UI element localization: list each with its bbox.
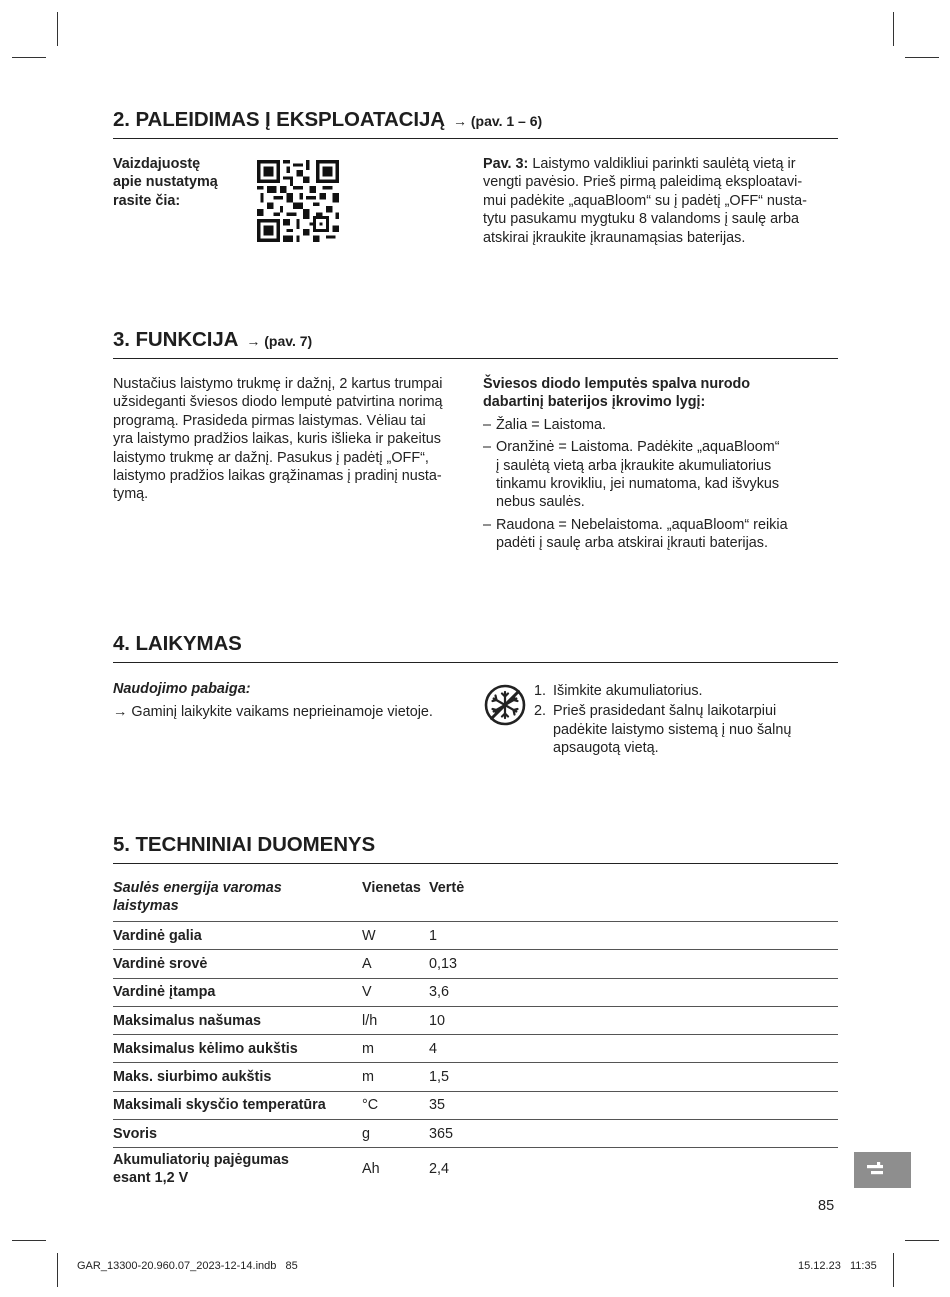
row-label-line: Akumuliatorių pajėgumas xyxy=(113,1152,289,1169)
col-header-unit: Vienetas xyxy=(362,880,421,896)
function-line: programą. Prasideda pirmas laistymas. Vėliau tai xyxy=(113,412,426,429)
section-5-title xyxy=(113,833,838,864)
storage-left xyxy=(113,680,473,722)
row-value: 35 xyxy=(429,1091,838,1119)
language-tab-icon xyxy=(854,1152,911,1188)
row-label: Maks. siurbimo aukštis xyxy=(113,1063,362,1091)
section-3-figure-ref: → (pav. 7) xyxy=(246,333,313,349)
row-value: 1 xyxy=(429,922,838,950)
crop-mark xyxy=(893,12,894,46)
function-line: laistymo trukmę ar dažnį. Pasukus į padėtį „OFF“, xyxy=(113,449,429,466)
technical-data-table xyxy=(113,876,838,1188)
function-description xyxy=(113,375,473,504)
row-unit: m xyxy=(362,1063,429,1091)
crop-mark xyxy=(12,1240,46,1241)
language-tab xyxy=(854,1152,911,1188)
row-value: 0,13 xyxy=(429,950,838,978)
section-4-heading: 4. LAIKYMAS xyxy=(113,632,242,655)
figure-3-line: atskirai įkraukite įkraunamąsias baterijas. xyxy=(483,229,746,246)
section-3-title xyxy=(113,328,838,359)
led-item-green xyxy=(483,416,843,434)
footer-file: GAR_13300-20.960.07_2023-12-14.indb 85 xyxy=(77,1260,298,1272)
led-heading-line: Šviesos diodo lemputės spalva nurodo xyxy=(483,376,751,392)
row-value: 3,6 xyxy=(429,978,838,1006)
no-frost-icon xyxy=(484,684,526,726)
step-line: apsaugotą vietą. xyxy=(553,740,659,757)
row-label: Maksimali skysčio temperatūra xyxy=(113,1091,362,1119)
row-unit: Ah xyxy=(362,1148,429,1188)
section-2-heading: 2. PALEIDIMAS Į EKSPLOATACIJĄ xyxy=(113,108,445,131)
figure-3-line: tytu pasukamu mygtuku 8 valandoms į saulę arba xyxy=(483,211,799,228)
row-label: Vardinė galia xyxy=(113,922,362,950)
function-line: tymą. xyxy=(113,486,149,503)
section-5-heading: 5. TECHNINIAI DUOMENYS xyxy=(113,833,376,856)
figure-3-line: vengti pavėsio. Prieš pirmą paleidimą eksploatavi- xyxy=(483,174,803,191)
figure-3-label: Pav. 3: xyxy=(483,156,529,172)
step-number: 1. xyxy=(534,683,547,699)
figure-3-text xyxy=(483,155,843,247)
video-hint-line: apie nustatymą xyxy=(113,174,218,191)
crop-mark xyxy=(57,12,58,46)
table-row xyxy=(113,1063,838,1091)
row-label: Vardinė srovė xyxy=(113,950,362,978)
step-line: Išimkite akumuliatorius. xyxy=(553,683,703,699)
table-row xyxy=(113,950,838,978)
storage-arrow-text: → Gaminį laikykite vaikams neprieinamoje vietoje. xyxy=(113,704,433,721)
function-line: laistymo pradžios laikas grąžinamas į pradinį nusta- xyxy=(113,468,442,485)
figure-3-line xyxy=(483,155,843,173)
table-row xyxy=(113,1120,838,1148)
led-item-line: į saulėtą vietą arba įkraukite akumuliatorius xyxy=(496,457,772,474)
storage-step-2 xyxy=(534,702,844,757)
col-header-line: Saulės energija varomas xyxy=(113,880,282,896)
row-unit: V xyxy=(362,978,429,1006)
row-label-line: esant 1,2 V xyxy=(113,1170,189,1187)
led-item-line: Oranžinė = Laistoma. Padėkite „aquaBloom“ xyxy=(496,439,780,456)
col-header-value: Vertė xyxy=(429,880,465,896)
storage-step-1 xyxy=(534,682,844,700)
qr-code-icon[interactable] xyxy=(257,159,339,243)
table-row xyxy=(113,1035,838,1063)
storage-steps xyxy=(534,682,844,760)
section-3-heading: 3. FUNKCIJA xyxy=(113,328,239,351)
footer-date: 15.12.23 11:35 xyxy=(798,1260,877,1272)
row-unit: A xyxy=(362,950,429,978)
dash-bullet: – xyxy=(483,416,492,433)
dash-bullet: – xyxy=(483,439,492,456)
video-hint-line: rasite čia: xyxy=(113,192,181,209)
row-label: Maksimalus našumas xyxy=(113,1006,362,1034)
step-number: 2. xyxy=(534,703,547,720)
table-row xyxy=(113,1148,838,1188)
dash-bullet: – xyxy=(483,516,492,533)
row-value: 4 xyxy=(429,1035,838,1063)
row-label xyxy=(113,1148,362,1188)
table-row xyxy=(113,922,838,950)
step-line: Prieš prasidedant šalnų laikotarpiui xyxy=(553,703,777,720)
step-line: padėkite laistymo sistemą į nuo šalnų xyxy=(553,721,792,738)
function-line: Nustačius laistymo trukmę ir dažnį, 2 kartus trumpai xyxy=(113,376,443,392)
section-2-figure-ref: → (pav. 1 – 6) xyxy=(452,113,543,129)
table-row xyxy=(113,1091,838,1119)
function-line: užsideganti šviesos diodo lemputė patvirtina norimą xyxy=(113,394,443,411)
row-value: 10 xyxy=(429,1006,838,1034)
led-color-info xyxy=(483,375,843,553)
function-line: yra laistymo pradžios laikas, kuris išlieka ir pakeitus xyxy=(113,431,441,448)
crop-mark xyxy=(905,57,939,58)
crop-mark xyxy=(12,57,46,58)
led-item-line: nebus saulės. xyxy=(496,494,585,511)
row-label: Maksimalus kėlimo aukštis xyxy=(113,1035,362,1063)
page-number: 85 xyxy=(818,1198,835,1214)
row-unit: l/h xyxy=(362,1006,429,1034)
table-row xyxy=(113,978,838,1006)
row-label: Vardinė įtampa xyxy=(113,978,362,1006)
row-unit: g xyxy=(362,1120,429,1148)
led-item-line: Žalia = Laistoma. xyxy=(496,416,606,433)
led-heading-line: dabartinį baterijos įkrovimo lygį: xyxy=(483,394,706,411)
video-hint-line: Vaizdajuostę xyxy=(113,156,201,172)
col-header-line: laistymas xyxy=(113,898,179,914)
row-unit: °C xyxy=(362,1091,429,1119)
figure-3-line-text: Laistymo valdikliui parinkti saulėtą vietą ir xyxy=(528,156,796,172)
end-of-use-subhead: Naudojimo pabaiga: xyxy=(113,681,251,697)
led-item-line: Raudona = Nebelaistoma. „aquaBloom“ reikia xyxy=(496,516,788,533)
figure-3-line: mui padėkite „aquaBloom“ su į padėtį „OFF“ nusta- xyxy=(483,192,807,209)
led-item-red xyxy=(483,516,843,553)
row-unit: m xyxy=(362,1035,429,1063)
table-header-row xyxy=(113,876,838,922)
row-label: Svoris xyxy=(113,1120,362,1148)
row-value: 1,5 xyxy=(429,1063,838,1091)
video-hint xyxy=(113,155,218,210)
crop-mark xyxy=(905,1240,939,1241)
crop-mark xyxy=(893,1253,894,1287)
row-value: 2,4 xyxy=(429,1148,838,1188)
row-unit: W xyxy=(362,922,429,950)
led-item-orange xyxy=(483,438,843,512)
row-value: 365 xyxy=(429,1120,838,1148)
led-item-line: tinkamu krovikliu, jei numatoma, kad išvykus xyxy=(496,476,780,493)
led-item-line: padėti į saulę arba atskirai įkrauti baterijas. xyxy=(496,535,768,552)
table-row xyxy=(113,1006,838,1034)
col-header-param xyxy=(113,876,362,922)
section-4-title xyxy=(113,632,838,663)
crop-mark xyxy=(57,1253,58,1287)
section-2-title xyxy=(113,108,838,139)
